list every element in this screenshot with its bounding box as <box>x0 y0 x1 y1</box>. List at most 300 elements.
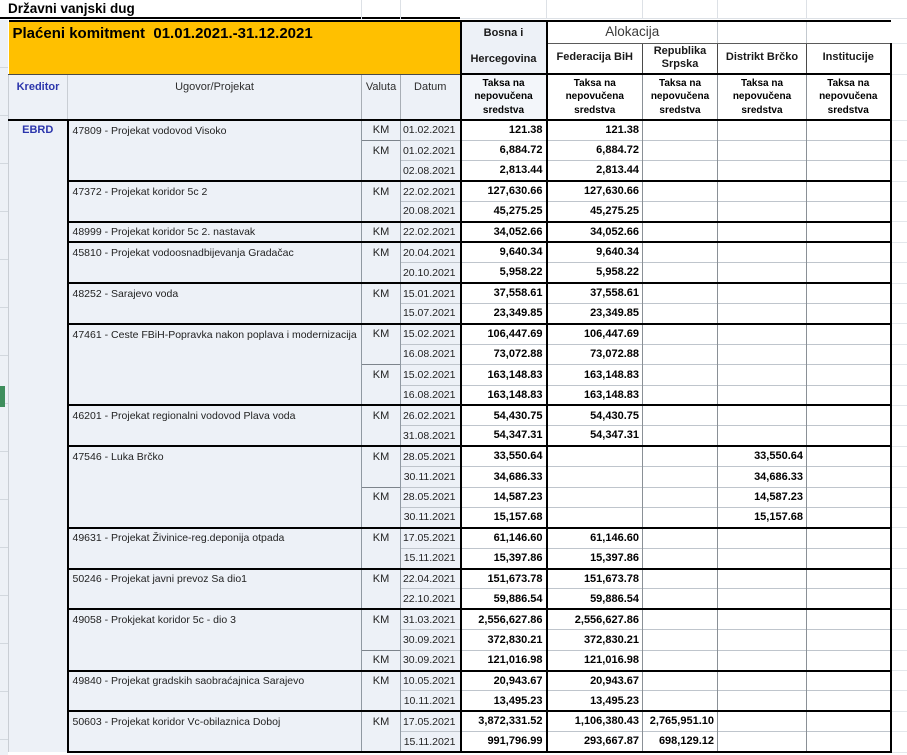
brcko-amount-cell[interactable] <box>718 609 807 629</box>
bih-amount-cell[interactable]: 121.38 <box>461 120 547 140</box>
valuta-cell[interactable] <box>362 507 401 527</box>
valuta-cell[interactable]: KM <box>362 446 401 466</box>
kreditor-cell[interactable] <box>9 344 68 364</box>
project-cell[interactable] <box>68 426 362 446</box>
rs-amount-cell[interactable] <box>643 242 718 262</box>
fbih-amount-cell[interactable]: 20,943.67 <box>547 671 643 691</box>
institucije-amount-cell[interactable] <box>807 344 891 364</box>
valuta-cell[interactable]: KM <box>362 365 401 385</box>
institucije-amount-cell[interactable] <box>807 324 891 344</box>
datum-cell[interactable]: 15.02.2021 <box>401 365 461 385</box>
col-header-valuta[interactable]: Valuta <box>362 74 401 120</box>
kreditor-cell[interactable] <box>9 671 68 691</box>
institucije-amount-cell[interactable] <box>807 263 891 283</box>
kreditor-cell[interactable] <box>9 446 68 466</box>
datum-cell[interactable]: 20.04.2021 <box>401 242 461 262</box>
subheader-taksa-institucije[interactable]: Taksa na nepovučena sredstva <box>807 74 891 120</box>
col-header-datum[interactable]: Datum <box>401 74 461 120</box>
institucije-amount-cell[interactable] <box>807 671 891 691</box>
datum-cell[interactable]: 22.10.2021 <box>401 589 461 609</box>
valuta-cell[interactable]: KM <box>362 222 401 242</box>
fbih-amount-cell[interactable]: 293,667.87 <box>547 732 643 752</box>
col-header-alokacija[interactable]: Alokacija <box>547 21 718 43</box>
institucije-amount-cell[interactable] <box>807 202 891 222</box>
project-cell[interactable]: 49631 - Projekat Živinice-reg.deponija otpada <box>68 528 362 548</box>
datum-cell[interactable]: 10.11.2021 <box>401 691 461 711</box>
datum-cell[interactable]: 22.02.2021 <box>401 181 461 201</box>
institucije-amount-cell[interactable] <box>807 630 891 650</box>
fbih-amount-cell[interactable]: 6,884.72 <box>547 140 643 160</box>
datum-cell[interactable]: 28.05.2021 <box>401 446 461 466</box>
brcko-amount-cell[interactable] <box>718 283 807 303</box>
col-header-ugovor[interactable]: Ugovor/Projekat <box>68 74 362 120</box>
datum-cell[interactable]: 31.08.2021 <box>401 426 461 446</box>
rs-amount-cell[interactable] <box>643 569 718 589</box>
bih-amount-cell[interactable]: 54,347.31 <box>461 426 547 446</box>
rs-amount-cell[interactable] <box>643 487 718 507</box>
brcko-amount-cell[interactable] <box>718 161 807 181</box>
project-cell[interactable] <box>68 365 362 385</box>
brcko-amount-cell[interactable] <box>718 385 807 405</box>
empty-header-cell[interactable] <box>718 21 807 43</box>
rs-amount-cell[interactable] <box>643 507 718 527</box>
project-cell[interactable] <box>68 650 362 670</box>
datum-cell[interactable]: 16.08.2021 <box>401 385 461 405</box>
bih-amount-cell[interactable]: 45,275.25 <box>461 202 547 222</box>
datum-cell[interactable]: 30.09.2021 <box>401 650 461 670</box>
fbih-amount-cell[interactable]: 13,495.23 <box>547 691 643 711</box>
kreditor-cell[interactable] <box>9 242 68 262</box>
institucije-amount-cell[interactable] <box>807 283 891 303</box>
col-header-bih[interactable] <box>461 21 547 74</box>
institucije-amount-cell[interactable] <box>807 426 891 446</box>
rs-amount-cell[interactable] <box>643 671 718 691</box>
project-cell[interactable] <box>68 589 362 609</box>
fbih-amount-cell[interactable]: 1,106,380.43 <box>547 711 643 731</box>
rs-amount-cell[interactable] <box>643 691 718 711</box>
institucije-amount-cell[interactable] <box>807 161 891 181</box>
fbih-amount-cell[interactable]: 151,673.78 <box>547 569 643 589</box>
rs-amount-cell[interactable]: 2,765,951.10 <box>643 711 718 731</box>
valuta-cell[interactable] <box>362 385 401 405</box>
rs-amount-cell[interactable] <box>643 446 718 466</box>
bih-amount-cell[interactable]: 2,556,627.86 <box>461 609 547 629</box>
project-cell[interactable] <box>68 263 362 283</box>
brcko-amount-cell[interactable] <box>718 589 807 609</box>
kreditor-cell[interactable] <box>9 140 68 160</box>
datum-cell[interactable]: 17.05.2021 <box>401 528 461 548</box>
project-cell[interactable]: 47546 - Luka Brčko <box>68 446 362 466</box>
kreditor-cell[interactable] <box>9 609 68 629</box>
kreditor-cell[interactable] <box>9 385 68 405</box>
fbih-amount-cell[interactable]: 61,146.60 <box>547 528 643 548</box>
datum-cell[interactable]: 15.02.2021 <box>401 324 461 344</box>
project-cell[interactable] <box>68 202 362 222</box>
rs-amount-cell[interactable] <box>643 650 718 670</box>
brcko-amount-cell[interactable] <box>718 426 807 446</box>
brcko-amount-cell[interactable] <box>718 324 807 344</box>
kreditor-cell[interactable]: EBRD <box>9 120 68 140</box>
datum-cell[interactable]: 16.08.2021 <box>401 344 461 364</box>
rs-amount-cell[interactable] <box>643 365 718 385</box>
kreditor-cell[interactable] <box>9 365 68 385</box>
institucije-amount-cell[interactable] <box>807 609 891 629</box>
project-cell[interactable] <box>68 304 362 324</box>
rs-amount-cell[interactable] <box>643 222 718 242</box>
rs-amount-cell[interactable] <box>643 304 718 324</box>
bih-amount-cell[interactable]: 163,148.83 <box>461 365 547 385</box>
kreditor-cell[interactable] <box>9 181 68 201</box>
project-cell[interactable] <box>68 385 362 405</box>
kreditor-cell[interactable] <box>9 589 68 609</box>
fbih-amount-cell[interactable]: 73,072.88 <box>547 344 643 364</box>
fbih-amount-cell[interactable]: 121,016.98 <box>547 650 643 670</box>
project-cell[interactable]: 48999 - Projekat koridor 5c 2. nastavak <box>68 222 362 242</box>
fbih-amount-cell[interactable] <box>547 507 643 527</box>
kreditor-cell[interactable] <box>9 528 68 548</box>
rs-amount-cell[interactable] <box>643 120 718 140</box>
valuta-cell[interactable] <box>362 548 401 568</box>
fbih-amount-cell[interactable]: 34,052.66 <box>547 222 643 242</box>
brcko-amount-cell[interactable] <box>718 344 807 364</box>
fbih-amount-cell[interactable]: 54,430.75 <box>547 405 643 425</box>
kreditor-cell[interactable] <box>9 507 68 527</box>
institucije-amount-cell[interactable] <box>807 242 891 262</box>
institucije-amount-cell[interactable] <box>807 548 891 568</box>
bih-amount-cell[interactable]: 121,016.98 <box>461 650 547 670</box>
gridline <box>460 18 907 19</box>
bih-amount-cell[interactable]: 9,640.34 <box>461 242 547 262</box>
kreditor-cell[interactable] <box>9 487 68 507</box>
rs-amount-cell[interactable] <box>643 426 718 446</box>
kreditor-cell[interactable] <box>9 263 68 283</box>
kreditor-cell[interactable] <box>9 732 68 752</box>
datum-cell[interactable]: 22.02.2021 <box>401 222 461 242</box>
bih-amount-cell[interactable]: 34,052.66 <box>461 222 547 242</box>
datum-cell[interactable]: 15.07.2021 <box>401 304 461 324</box>
rs-amount-cell[interactable] <box>643 630 718 650</box>
col-header-kreditor[interactable]: Kreditor <box>9 74 68 120</box>
brcko-amount-cell[interactable] <box>718 181 807 201</box>
valuta-cell[interactable]: KM <box>362 283 401 303</box>
fbih-amount-cell[interactable]: 121.38 <box>547 120 643 140</box>
brcko-amount-cell[interactable] <box>718 650 807 670</box>
fbih-amount-cell[interactable]: 37,558.61 <box>547 283 643 303</box>
valuta-cell[interactable] <box>362 691 401 711</box>
brcko-amount-cell[interactable] <box>718 304 807 324</box>
fbih-amount-cell[interactable]: 45,275.25 <box>547 202 643 222</box>
subheader-taksa-fbih[interactable]: Taksa na nepovučena sredstva <box>547 74 643 120</box>
rs-amount-cell[interactable] <box>643 467 718 487</box>
datum-cell[interactable]: 26.02.2021 <box>401 405 461 425</box>
brcko-amount-cell[interactable] <box>718 405 807 425</box>
col-header-rs[interactable]: Republika Srpska <box>643 43 718 74</box>
datum-cell[interactable]: 30.09.2021 <box>401 630 461 650</box>
kreditor-cell[interactable] <box>9 630 68 650</box>
datum-cell[interactable]: 15.11.2021 <box>401 548 461 568</box>
brcko-amount-cell[interactable] <box>718 222 807 242</box>
institucije-amount-cell[interactable] <box>807 365 891 385</box>
bih-amount-cell[interactable]: 5,958.22 <box>461 263 547 283</box>
kreditor-cell[interactable] <box>9 569 68 589</box>
rs-amount-cell[interactable] <box>643 609 718 629</box>
institucije-amount-cell[interactable] <box>807 120 891 140</box>
project-cell[interactable]: 47372 - Projekat koridor 5c 2 <box>68 181 362 201</box>
subheader-taksa-rs[interactable]: Taksa na nepovučena sredstva <box>643 74 718 120</box>
bih-amount-cell[interactable]: 6,884.72 <box>461 140 547 160</box>
kreditor-cell[interactable] <box>9 161 68 181</box>
table-row <box>9 691 907 711</box>
rs-amount-cell[interactable]: 698,129.12 <box>643 732 718 752</box>
brcko-amount-cell[interactable] <box>718 548 807 568</box>
datum-cell[interactable]: 30.11.2021 <box>401 467 461 487</box>
bih-amount-cell[interactable]: 23,349.85 <box>461 304 547 324</box>
rs-amount-cell[interactable] <box>643 528 718 548</box>
brcko-amount-cell[interactable] <box>718 691 807 711</box>
institucije-amount-cell[interactable] <box>807 528 891 548</box>
valuta-cell[interactable] <box>362 467 401 487</box>
brcko-amount-cell[interactable] <box>718 732 807 752</box>
project-cell[interactable]: 49840 - Projekat gradskih saobraćajnica Sarajevo <box>68 671 362 691</box>
project-cell[interactable]: 48252 - Sarajevo voda <box>68 283 362 303</box>
rs-amount-cell[interactable] <box>643 548 718 568</box>
datum-cell[interactable]: 22.04.2021 <box>401 569 461 589</box>
datum-cell[interactable]: 10.05.2021 <box>401 671 461 691</box>
bih-amount-cell[interactable]: 20,943.67 <box>461 671 547 691</box>
project-cell[interactable]: 49058 - Prokjekat koridor 5c - dio 3 <box>68 609 362 629</box>
valuta-cell[interactable]: KM <box>362 120 401 140</box>
valuta-cell[interactable] <box>362 161 401 181</box>
institucije-amount-cell[interactable] <box>807 589 891 609</box>
valuta-cell[interactable] <box>362 630 401 650</box>
brcko-amount-cell[interactable] <box>718 263 807 283</box>
fbih-amount-cell[interactable] <box>547 487 643 507</box>
bih-amount-cell[interactable]: 37,558.61 <box>461 283 547 303</box>
brcko-amount-cell[interactable] <box>718 711 807 731</box>
valuta-cell[interactable]: KM <box>362 569 401 589</box>
bih-amount-cell[interactable]: 34,686.33 <box>461 467 547 487</box>
institucije-amount-cell[interactable] <box>807 467 891 487</box>
valuta-cell[interactable]: KM <box>362 242 401 262</box>
datum-cell[interactable]: 01.02.2021 <box>401 120 461 140</box>
institucije-amount-cell[interactable] <box>807 446 891 466</box>
datum-cell[interactable]: 15.11.2021 <box>401 732 461 752</box>
valuta-cell[interactable] <box>362 263 401 283</box>
valuta-cell[interactable]: KM <box>362 181 401 201</box>
valuta-cell[interactable]: KM <box>362 711 401 731</box>
brcko-amount-cell[interactable] <box>718 569 807 589</box>
fbih-amount-cell[interactable]: 106,447.69 <box>547 324 643 344</box>
bih-amount-cell[interactable]: 59,886.54 <box>461 589 547 609</box>
project-cell[interactable] <box>68 467 362 487</box>
project-cell[interactable] <box>68 691 362 711</box>
bih-amount-cell[interactable]: 73,072.88 <box>461 344 547 364</box>
bih-amount-cell[interactable]: 3,872,331.52 <box>461 711 547 731</box>
kreditor-cell[interactable] <box>9 324 68 344</box>
datum-cell[interactable]: 30.11.2021 <box>401 507 461 527</box>
valuta-cell[interactable]: KM <box>362 528 401 548</box>
valuta-cell[interactable]: KM <box>362 671 401 691</box>
valuta-cell[interactable]: KM <box>362 650 401 670</box>
institucije-amount-cell[interactable] <box>807 691 891 711</box>
fbih-amount-cell[interactable]: 163,148.83 <box>547 365 643 385</box>
project-cell[interactable] <box>68 140 362 160</box>
bih-amount-cell[interactable]: 54,430.75 <box>461 405 547 425</box>
valuta-cell[interactable] <box>362 589 401 609</box>
brcko-amount-cell[interactable]: 15,157.68 <box>718 507 807 527</box>
kreditor-cell[interactable] <box>9 467 68 487</box>
institucije-amount-cell[interactable] <box>807 650 891 670</box>
datum-cell[interactable]: 20.10.2021 <box>401 263 461 283</box>
kreditor-cell[interactable] <box>9 426 68 446</box>
kreditor-cell[interactable] <box>9 304 68 324</box>
project-cell[interactable] <box>68 507 362 527</box>
institucije-amount-cell[interactable] <box>807 507 891 527</box>
datum-cell[interactable]: 31.03.2021 <box>401 609 461 629</box>
rs-amount-cell[interactable] <box>643 589 718 609</box>
project-cell[interactable] <box>68 161 362 181</box>
rs-amount-cell[interactable] <box>643 283 718 303</box>
valuta-cell[interactable] <box>362 344 401 364</box>
kreditor-cell[interactable] <box>9 405 68 425</box>
valuta-cell[interactable] <box>362 202 401 222</box>
datum-cell[interactable]: 17.05.2021 <box>401 711 461 731</box>
institucije-amount-cell[interactable] <box>807 569 891 589</box>
institucije-amount-cell[interactable] <box>807 140 891 160</box>
valuta-cell[interactable]: KM <box>362 609 401 629</box>
valuta-cell[interactable] <box>362 732 401 752</box>
bih-amount-cell[interactable]: 13,495.23 <box>461 691 547 711</box>
kreditor-cell[interactable] <box>9 548 68 568</box>
brcko-amount-cell[interactable] <box>718 630 807 650</box>
institucije-amount-cell[interactable] <box>807 222 891 242</box>
valuta-cell[interactable] <box>362 304 401 324</box>
institucije-amount-cell[interactable] <box>807 304 891 324</box>
brcko-amount-cell[interactable]: 14,587.23 <box>718 487 807 507</box>
fbih-amount-cell[interactable]: 2,556,627.86 <box>547 609 643 629</box>
datum-cell[interactable]: 15.01.2021 <box>401 283 461 303</box>
empty-header-cell[interactable] <box>807 21 891 43</box>
brcko-amount-cell[interactable] <box>718 120 807 140</box>
datum-cell[interactable]: 28.05.2021 <box>401 487 461 507</box>
valuta-cell[interactable]: KM <box>362 140 401 160</box>
brcko-amount-cell[interactable] <box>718 140 807 160</box>
fbih-amount-cell[interactable]: 9,640.34 <box>547 242 643 262</box>
fbih-amount-cell[interactable]: 15,397.86 <box>547 548 643 568</box>
project-cell[interactable] <box>68 630 362 650</box>
bih-amount-cell[interactable]: 15,157.68 <box>461 507 547 527</box>
rs-amount-cell[interactable] <box>643 140 718 160</box>
brcko-amount-cell[interactable] <box>718 528 807 548</box>
bih-amount-cell[interactable]: 61,146.60 <box>461 528 547 548</box>
project-cell[interactable] <box>68 487 362 507</box>
rs-amount-cell[interactable] <box>643 344 718 364</box>
rs-amount-cell[interactable] <box>643 202 718 222</box>
datum-cell[interactable]: 20.08.2021 <box>401 202 461 222</box>
institucije-amount-cell[interactable] <box>807 711 891 731</box>
brcko-amount-cell[interactable] <box>718 242 807 262</box>
col-header-fbih[interactable]: Federacija BiH <box>547 43 643 74</box>
fbih-amount-cell[interactable]: 127,630.66 <box>547 181 643 201</box>
kreditor-cell[interactable] <box>9 283 68 303</box>
rs-amount-cell[interactable] <box>643 263 718 283</box>
institucije-amount-cell[interactable] <box>807 487 891 507</box>
rs-amount-cell[interactable] <box>643 181 718 201</box>
bih-amount-cell[interactable]: 151,673.78 <box>461 569 547 589</box>
fbih-amount-cell[interactable]: 163,148.83 <box>547 385 643 405</box>
fbih-amount-cell[interactable] <box>547 467 643 487</box>
project-cell[interactable]: 50603 - Projekat koridor Vc-obilaznica Doboj <box>68 711 362 731</box>
table-row <box>9 181 907 201</box>
project-cell[interactable]: 45810 - Projekat vodoosnadbijevanja Gradačac <box>68 242 362 262</box>
project-cell[interactable]: 46201 - Projekat regionalni vodovod Plava voda <box>68 405 362 425</box>
brcko-amount-cell[interactable]: 33,550.64 <box>718 446 807 466</box>
fbih-amount-cell[interactable]: 59,886.54 <box>547 589 643 609</box>
project-cell[interactable]: 47809 - Projekat vodovod Visoko <box>68 120 362 140</box>
kreditor-cell[interactable] <box>9 202 68 222</box>
bih-amount-cell[interactable]: 106,447.69 <box>461 324 547 344</box>
datum-cell[interactable]: 01.02.2021 <box>401 140 461 160</box>
col-header-institucije[interactable]: Institucije <box>807 43 891 74</box>
subheader-taksa-brcko[interactable]: Taksa na nepovučena sredstva <box>718 74 807 120</box>
rs-amount-cell[interactable] <box>643 324 718 344</box>
bih-amount-cell[interactable]: 15,397.86 <box>461 548 547 568</box>
institucije-amount-cell[interactable] <box>807 181 891 201</box>
subheader-taksa-bih[interactable]: Taksa na nepovučena sredstva <box>461 74 547 120</box>
brcko-amount-cell[interactable] <box>718 671 807 691</box>
fbih-amount-cell[interactable]: 372,830.21 <box>547 630 643 650</box>
brcko-amount-cell[interactable]: 34,686.33 <box>718 467 807 487</box>
institucije-amount-cell[interactable] <box>807 405 891 425</box>
kreditor-cell[interactable] <box>9 222 68 242</box>
valuta-cell[interactable] <box>362 426 401 446</box>
kreditor-cell[interactable] <box>9 711 68 731</box>
valuta-cell[interactable]: KM <box>362 487 401 507</box>
valuta-cell[interactable]: KM <box>362 324 401 344</box>
project-cell[interactable]: 47461 - Ceste FBiH-Popravka nakon poplava i modernizacija <box>68 324 362 344</box>
fbih-amount-cell[interactable]: 54,347.31 <box>547 426 643 446</box>
kreditor-cell[interactable] <box>9 650 68 670</box>
project-cell[interactable] <box>68 732 362 752</box>
bih-amount-cell[interactable]: 33,550.64 <box>461 446 547 466</box>
project-cell[interactable]: 50246 - Projekat javni prevoz Sa dio1 <box>68 569 362 589</box>
brcko-amount-cell[interactable] <box>718 365 807 385</box>
fbih-amount-cell[interactable]: 2,813.44 <box>547 161 643 181</box>
institucije-amount-cell[interactable] <box>807 385 891 405</box>
bih-amount-cell[interactable]: 372,830.21 <box>461 630 547 650</box>
bih-amount-cell[interactable]: 2,813.44 <box>461 161 547 181</box>
project-cell[interactable] <box>68 548 362 568</box>
fbih-amount-cell[interactable] <box>547 446 643 466</box>
bih-amount-cell[interactable]: 14,587.23 <box>461 487 547 507</box>
datum-cell[interactable]: 02.08.2021 <box>401 161 461 181</box>
fbih-amount-cell[interactable]: 23,349.85 <box>547 304 643 324</box>
project-cell[interactable] <box>68 344 362 364</box>
banner-cell[interactable]: Plaćeni komitment 01.01.2021.-31.12.2021 <box>9 21 461 74</box>
kreditor-cell[interactable] <box>9 691 68 711</box>
col-header-brcko[interactable]: Distrikt Brčko <box>718 43 807 74</box>
valuta-cell[interactable]: KM <box>362 405 401 425</box>
bih-amount-cell[interactable]: 991,796.99 <box>461 732 547 752</box>
rs-amount-cell[interactable] <box>643 161 718 181</box>
bih-amount-cell[interactable]: 163,148.83 <box>461 385 547 405</box>
institucije-amount-cell[interactable] <box>807 732 891 752</box>
fbih-amount-cell[interactable]: 5,958.22 <box>547 263 643 283</box>
rs-amount-cell[interactable] <box>643 405 718 425</box>
bih-amount-cell[interactable]: 127,630.66 <box>461 181 547 201</box>
rs-amount-cell[interactable] <box>643 385 718 405</box>
brcko-amount-cell[interactable] <box>718 202 807 222</box>
